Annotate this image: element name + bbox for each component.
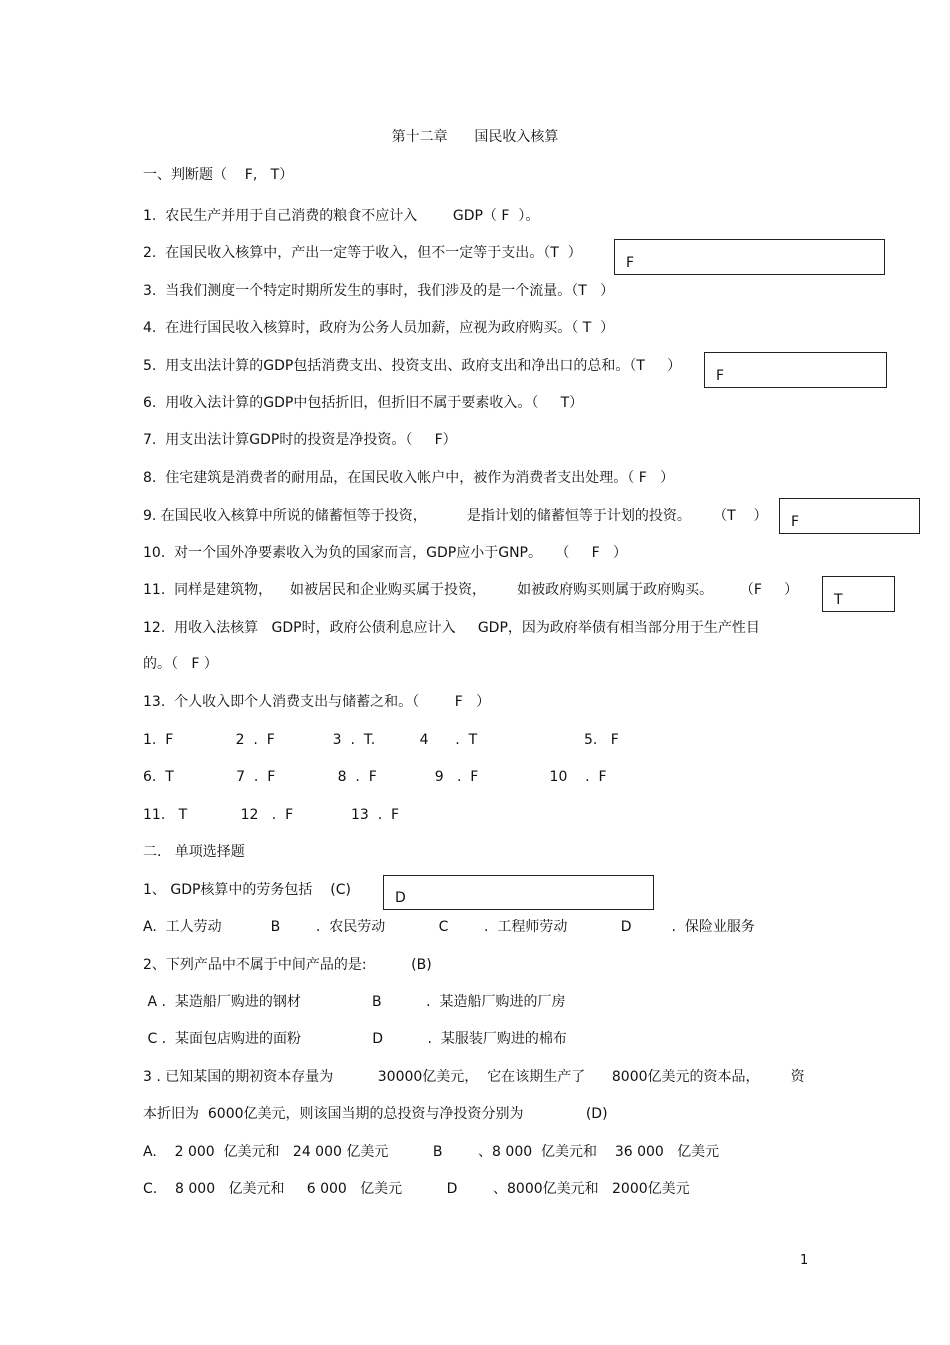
page-title: 第十二章 国民收入核算 [391,129,559,145]
question-2-options-cd: C . 某面包店购进的面粉 D . 某服装厂购进的棉布 [143,1031,567,1047]
judgment-item-3: 3. 当我们测度一个特定时期所发生的事时，我们涉及的是一个流量。（T ） [143,283,615,299]
judgment-item-8: 8. 住宅建筑是消费者的耐用品，在国民收入帐户中，被作为消费者支出处理。（ F ） [143,470,675,486]
judgment-item-13: 13. 个人收入即个人消费支出与储蓄之和。（ F ） [143,694,491,710]
judgment-item-5: 5. 用支出法计算的GDP包括消费支出、投资支出、政府支出和净出口的总和。（T ） [143,358,682,374]
annotation-text-q11: T [834,592,843,608]
judgment-item-12: 12. 用收入法核算 GDP时，政府公债利息应计入 GDP，因为政府举债有相当部分用于生产性目 [143,620,760,636]
judgment-item-2: 2. 在国民收入核算中，产出一定等于收入，但不一定等于支出。（T ） [143,245,582,261]
question-1: 1、 GDP核算中的劳务包括 (C) [143,882,351,898]
question-3-options-ab: A. 2 000 亿美元和 24 000 亿美元 B 、8 000 亿美元和 36 000 亿美元 [143,1144,720,1160]
judgment-item-9: 9. 在国民收入核算中所说的储蓄恒等于投资， 是指计划的储蓄恒等于计划的投资。 （T ） [143,508,768,524]
judgment-item-6: 6. 用收入法计算的GDP中包括折旧，但折旧不属于要素收入。（ T） [143,395,584,411]
section-heading-choice: 二. 单项选择题 [143,844,245,860]
annotation-box-q11 [822,576,895,612]
annotation-text-mc1: D [395,890,406,906]
annotation-box-q2 [614,239,885,275]
question-3-line-2: 本折旧为 6000亿美元，则该国当期的总投资与净投资分别为 (D) [143,1106,608,1122]
annotation-box-q5 [704,352,887,388]
answer-row-2: 6. T 7 . F 8 . F 9 . F 10 . F [143,769,607,785]
judgment-item-11: 11. 同样是建筑物， 如被居民和企业购买属于投资， 如被政府购买则属于政府购买。 （F ） [143,582,799,598]
judgment-item-7: 7. 用支出法计算GDP时的投资是净投资。（ F） [143,432,457,448]
annotation-box-q9 [779,498,920,534]
annotation-text-q2: F [626,255,635,271]
question-2: 2、下列产品中不属于中间产品的是: (B) [143,957,432,973]
annotation-text-q9: F [791,514,800,530]
question-2-options-ab: A . 某造船厂购进的钢材 B . 某造船厂购进的厂房 [143,994,566,1010]
answer-row-1: 1. F 2 . F 3 . T. 4 . T 5. F [143,732,619,748]
section-heading-judgment: 一、判断题（ F, T） [143,167,294,183]
question-3-line-1: 3 . 已知某国的期初资本存量为 30000亿美元， 它在该期生产了 8000亿美元的资本品， 资 [143,1069,805,1085]
annotation-text-q5: F [716,368,725,384]
judgment-item-10: 10. 对一个国外净要素收入为负的国家而言，GDP应小于GNP。 （ F ） [143,545,628,561]
answer-row-3: 11. T 12 . F 13 . F [143,807,400,823]
page-number: 1 [800,1253,809,1268]
judgment-item-4: 4. 在进行国民收入核算时，政府为公务人员加薪，应视为政府购买。（ T ） [143,320,615,336]
question-3-options-cd: C. 8 000 亿美元和 6 000 亿美元 D 、8000亿美元和 2000亿美元 [143,1181,690,1197]
judgment-item-12-cont: 的。（ F ） [143,656,218,672]
question-1-options: A. 工人劳动 B . 农民劳动 C . 工程师劳动 D . 保险业服务 [143,919,755,935]
judgment-item-1: 1. 农民生产并用于自己消费的粮食不应计入 GDP（ F ）。 [143,208,540,224]
annotation-box-mc1 [383,875,654,910]
